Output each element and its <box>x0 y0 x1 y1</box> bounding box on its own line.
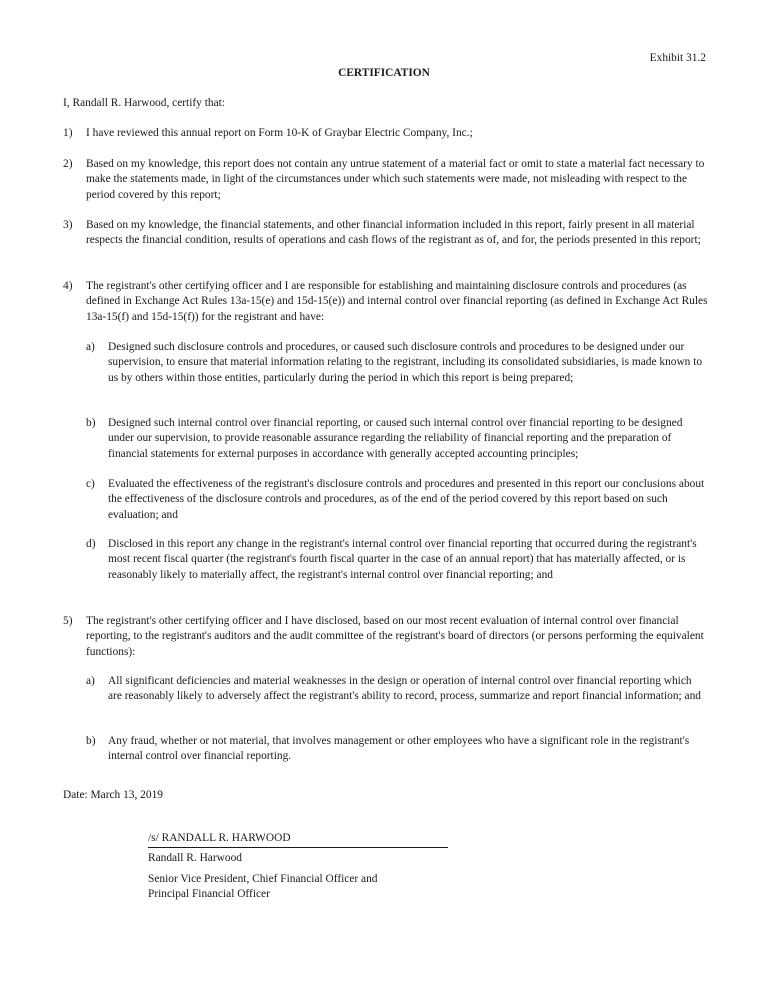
item-number: 1) <box>63 127 73 139</box>
intro-statement: I, Randall R. Harwood, certify that: <box>63 97 225 109</box>
subitem-text: Any fraud, whether or not material, that involves management or other employees who have a significant role in the registrant's internal control over financial reporting. <box>108 735 690 763</box>
subitem-letter: a) <box>86 675 95 687</box>
item-number: 3) <box>63 219 73 231</box>
signature-date: Date: March 13, 2019 <box>63 789 163 801</box>
signature-line: /s/ RANDALL R. HARWOOD <box>148 831 448 848</box>
certification-item-5 <box>63 614 708 660</box>
signer-name: Randall R. Harwood <box>148 852 242 865</box>
subitem-text: Designed such disclosure controls and procedures, or caused such disclosure controls and procedures to be designed under our supervision, to ensure that material information relating to the registrant, including its consolidated subsidiaries, is made known to us by others within those entities, particularly during the period in which this report is being prepared; <box>108 341 703 384</box>
item-text: Based on my knowledge, the financial statements, and other financial information included in this report, fairly present in all material respects the financial condition, results of operations and cash flows of the registrant as of, and for, the periods presented in this report; <box>86 219 701 247</box>
item-number: 4) <box>63 280 73 292</box>
signature-block <box>148 831 448 903</box>
subitem-text: All significant deficiencies and material weaknesses in the design or operation of internal control over financial reporting which are reasonably likely to adversely affect the registrant's ability to record, process, summarize and report financial information; and <box>108 675 701 703</box>
certification-subitem-4c <box>86 477 708 523</box>
exhibit-label: Exhibit 31.2 <box>649 52 706 64</box>
subitem-text: Disclosed in this report any change in the registrant's internal control over financial reporting that occurred during the registrant's most recent fiscal quarter (the registrant's fourth fiscal quarter in the case of an annual report) that has materially affected, or is reasonably likely to materially affect, the registrant's internal control over financial reporting; and <box>108 538 697 581</box>
certification-item-4 <box>63 279 708 325</box>
signer-title-line-1: Senior Vice President, Chief Financial Officer and <box>148 872 378 885</box>
item-number: 2) <box>63 158 73 170</box>
certification-subitem-5a <box>86 674 708 705</box>
item-text: Based on my knowledge, this report does not contain any untrue statement of a material fact or omit to state a material fact necessary to make the statements made, in light of the circumstances under which such statements were made, not misleading with respect to the period covered by this report; <box>86 158 705 201</box>
page-title: CERTIFICATION <box>338 67 430 79</box>
item-text: The registrant's other certifying officer and I are responsible for establishing and maintaining disclosure controls and procedures (as defined in Exchange Act Rules 13a-15(e) and 15d-15(e)) and internal control over financial reporting (as defined in Exchange Act Rules 13a-15(f) and 15d-15(f)) for the registrant and have: <box>86 280 708 323</box>
certification-item-1 <box>63 126 708 141</box>
certification-subitem-4b <box>86 416 708 462</box>
certification-item-2 <box>63 157 708 203</box>
subitem-text: Evaluated the effectiveness of the registrant's disclosure controls and procedures and presented in this report our conclusions about the effectiveness of the disclosure controls and procedures, as of the end of the period covered by this report based on such evaluation; and <box>108 478 705 521</box>
item-text: I have reviewed this annual report on Form 10-K of Graybar Electric Company, Inc.; <box>86 127 473 139</box>
subitem-letter: b) <box>86 417 96 429</box>
certification-subitem-4a <box>86 340 708 386</box>
subitem-letter: b) <box>86 735 96 747</box>
certification-item-3 <box>63 218 708 249</box>
subitem-text: Designed such internal control over financial reporting, or caused such internal control over financial reporting to be designed under our supervision, to provide reasonable assurance regarding the reliability of financial reporting and the preparation of financial statements for external purposes in accordance with generally accepted accounting principles; <box>108 417 683 460</box>
subitem-letter: c) <box>86 478 95 490</box>
item-number: 5) <box>63 615 73 627</box>
signer-title-line-2: Principal Financial Officer <box>148 888 270 901</box>
item-text: The registrant's other certifying officer and I have disclosed, based on our most recent evaluation of internal control over financial reporting, to the registrant's auditors and the audit committee of the registrant's board of directors (or persons performing the equivalent functions): <box>86 615 704 658</box>
subitem-letter: d) <box>86 538 96 550</box>
subitem-letter: a) <box>86 341 95 353</box>
certification-subitem-4d <box>86 537 708 583</box>
certification-subitem-5b <box>86 734 708 765</box>
